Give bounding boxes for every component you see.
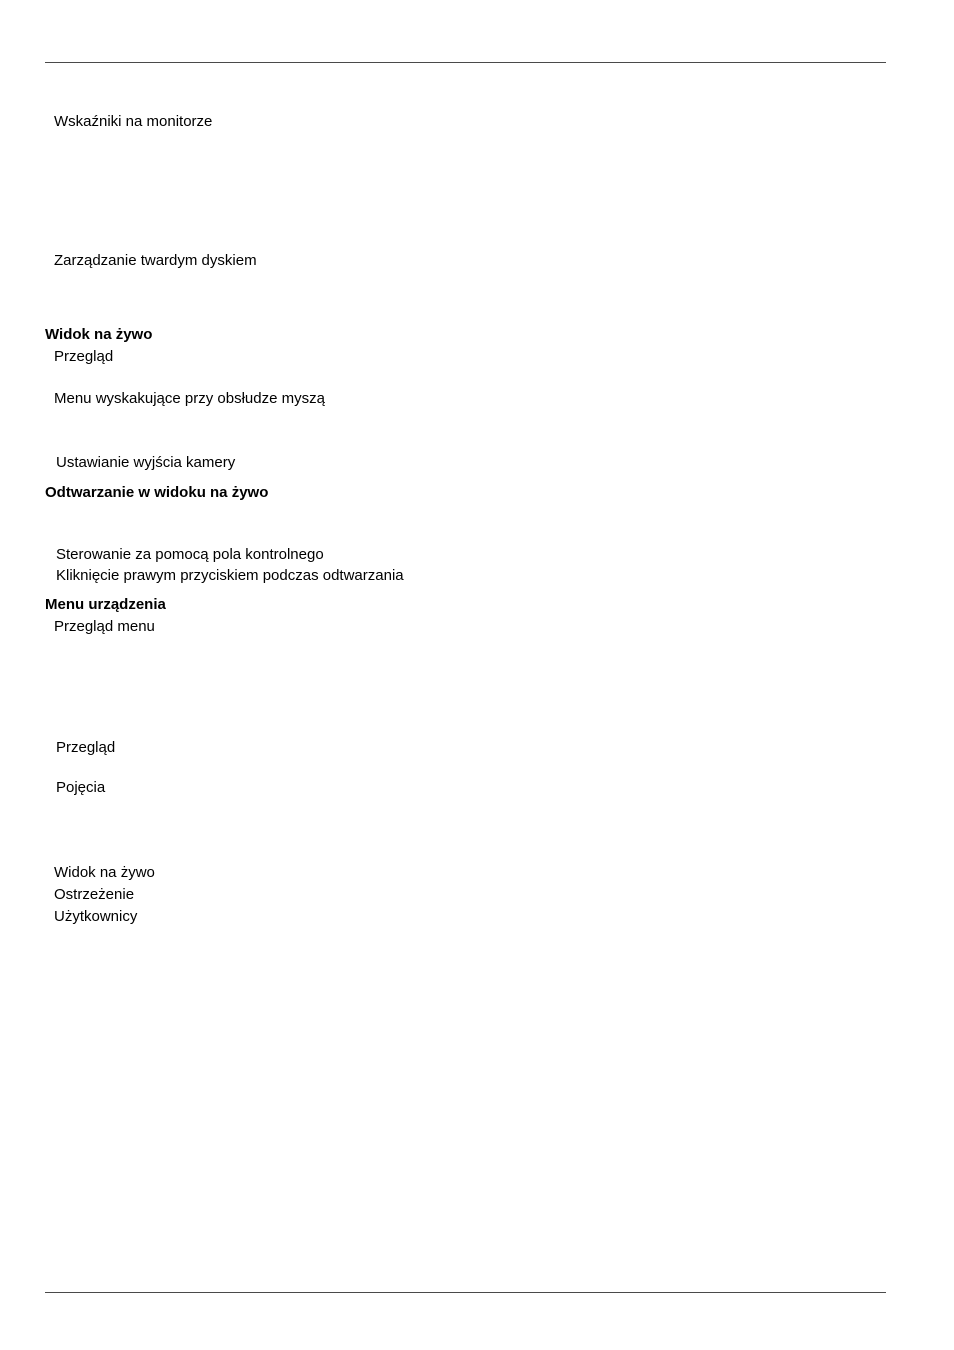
toc-item-mouse-popup-menu[interactable]: Menu wyskakujące przy obsłudze myszą [54, 390, 325, 407]
top-divider [45, 62, 886, 63]
toc-heading-live-view[interactable]: Widok na żywo [45, 326, 153, 343]
toc-item-live-view-overview[interactable]: Przegląd [54, 348, 114, 365]
toc-item-alarm[interactable]: Ostrzeżenie [54, 886, 135, 903]
toc-item-control-panel[interactable]: Sterowanie za pomocą pola kontrolnego [56, 546, 324, 563]
toc-item-monitor-indicators[interactable]: Wskaźniki na monitorze [54, 113, 213, 130]
toc-item-device-live-view[interactable]: Widok na żywo [54, 864, 155, 881]
toc-item-terms[interactable]: Pojęcia [56, 779, 106, 796]
toc-item-right-click-playback[interactable]: Kliknięcie prawym przyciskiem podczas odtwarzania [56, 567, 404, 584]
toc-item-users[interactable]: Użytkownicy [54, 908, 138, 925]
toc-heading-live-playback[interactable]: Odtwarzanie w widoku na żywo [45, 484, 269, 501]
toc-item-device-overview[interactable]: Przegląd [56, 739, 116, 756]
toc-item-hdd-management[interactable]: Zarządzanie twardym dyskiem [54, 252, 257, 269]
bottom-divider [45, 1292, 886, 1293]
toc-item-menu-overview[interactable]: Przegląd menu [54, 618, 155, 635]
toc-item-camera-output-setup[interactable]: Ustawianie wyjścia kamery [56, 454, 236, 471]
toc-heading-device-menu[interactable]: Menu urządzenia [45, 596, 166, 613]
